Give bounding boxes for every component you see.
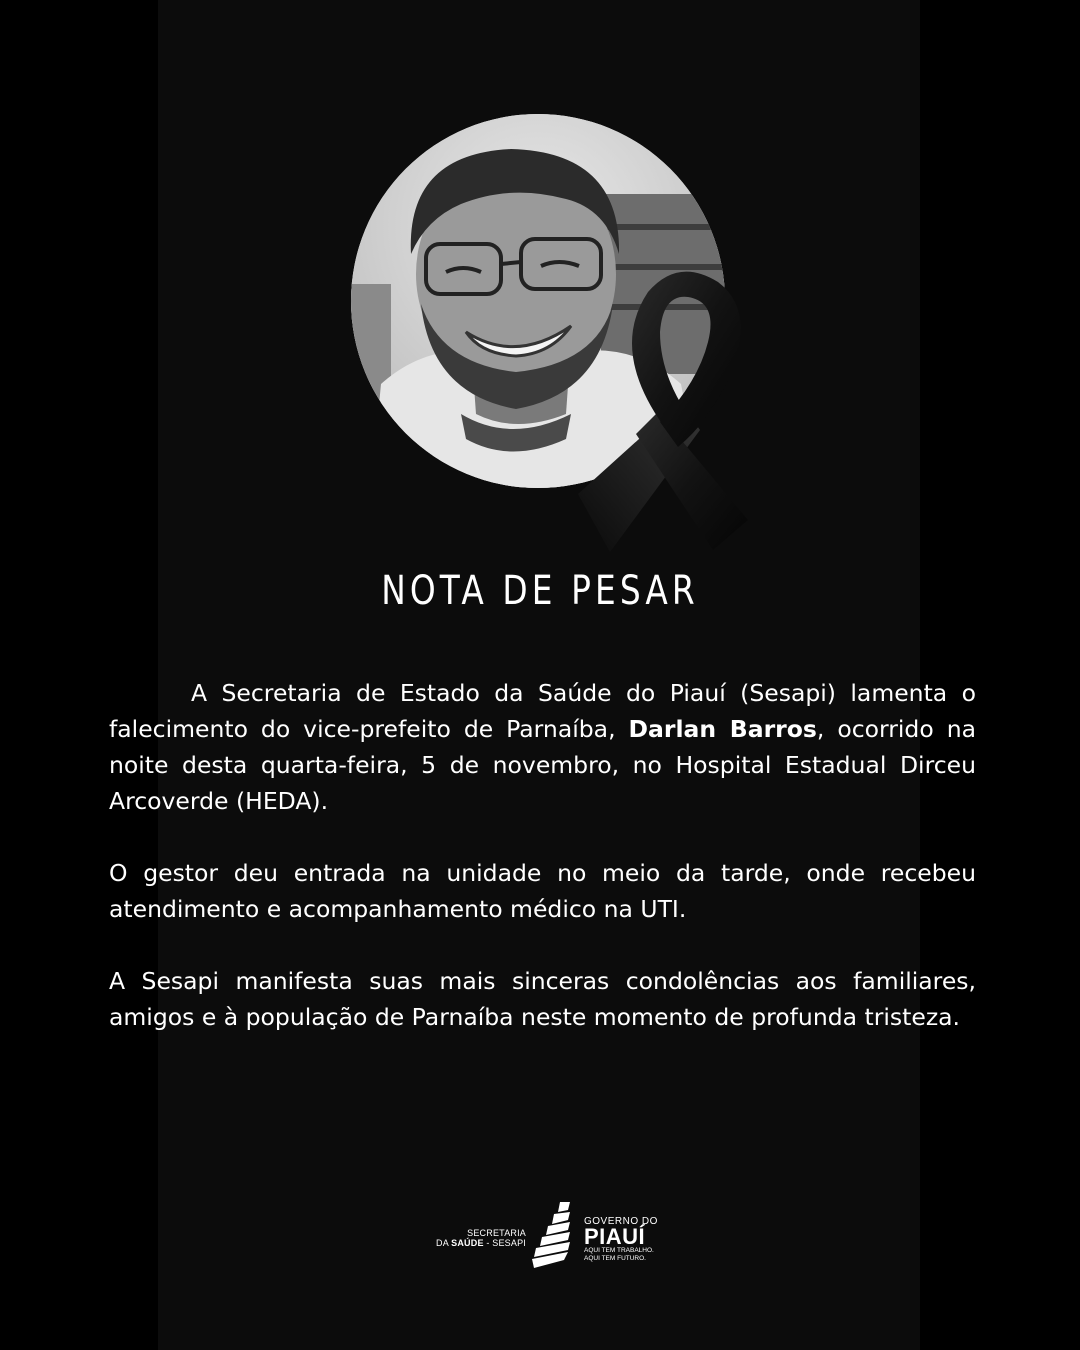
piaui-government-logo xyxy=(584,1216,658,1262)
paragraph-1 xyxy=(109,675,976,819)
gov-line-4: AQUI TEM FUTURO. xyxy=(584,1254,646,1262)
sesapi-line-2-suffix: - SESAPI xyxy=(483,1238,526,1248)
paragraph-1-start: A Secretaria de Estado da Saúde do Piauí (Sesapi) lamenta o falecimento do vice-prefeito de Parnaíba, xyxy=(109,679,976,743)
gov-line-2: PIAUÍ xyxy=(584,1224,646,1249)
deceased-name: Darlan Barros xyxy=(628,715,817,743)
paragraph-1-end: , ocorrido na noite desta quarta-feira, 5 de novembro, no Hospital Estadual Dirceu Arcoverde (HEDA). xyxy=(109,715,976,815)
gov-line-3: AQUI TEM TRABALHO. xyxy=(584,1247,654,1254)
page-title: NOTA DE PESAR xyxy=(381,568,699,614)
paragraph-3: A Sesapi manifesta suas mais sinceras condolências aos familiares, amigos e à população de Parnaíba neste momento de profunda tristeza. xyxy=(109,967,976,1031)
paragraph-2: O gestor deu entrada na unidade no meio da tarde, onde recebeu atendimento e acompanhamento médico na UTI. xyxy=(109,859,976,923)
sesapi-logo xyxy=(418,1228,526,1248)
sesapi-line-2 xyxy=(418,1238,526,1248)
sesapi-line-2-prefix: DA xyxy=(436,1238,452,1248)
piaui-state-map-icon xyxy=(530,1202,578,1268)
gov-line-1: GOVERNO DO xyxy=(584,1216,658,1227)
mourning-ribbon-icon xyxy=(568,262,758,554)
footer-logos xyxy=(418,1198,688,1278)
sesapi-line-1: SECRETARIA xyxy=(467,1228,526,1238)
body-text xyxy=(109,675,976,1071)
sesapi-line-2-bold: SAÚDE xyxy=(451,1238,484,1248)
